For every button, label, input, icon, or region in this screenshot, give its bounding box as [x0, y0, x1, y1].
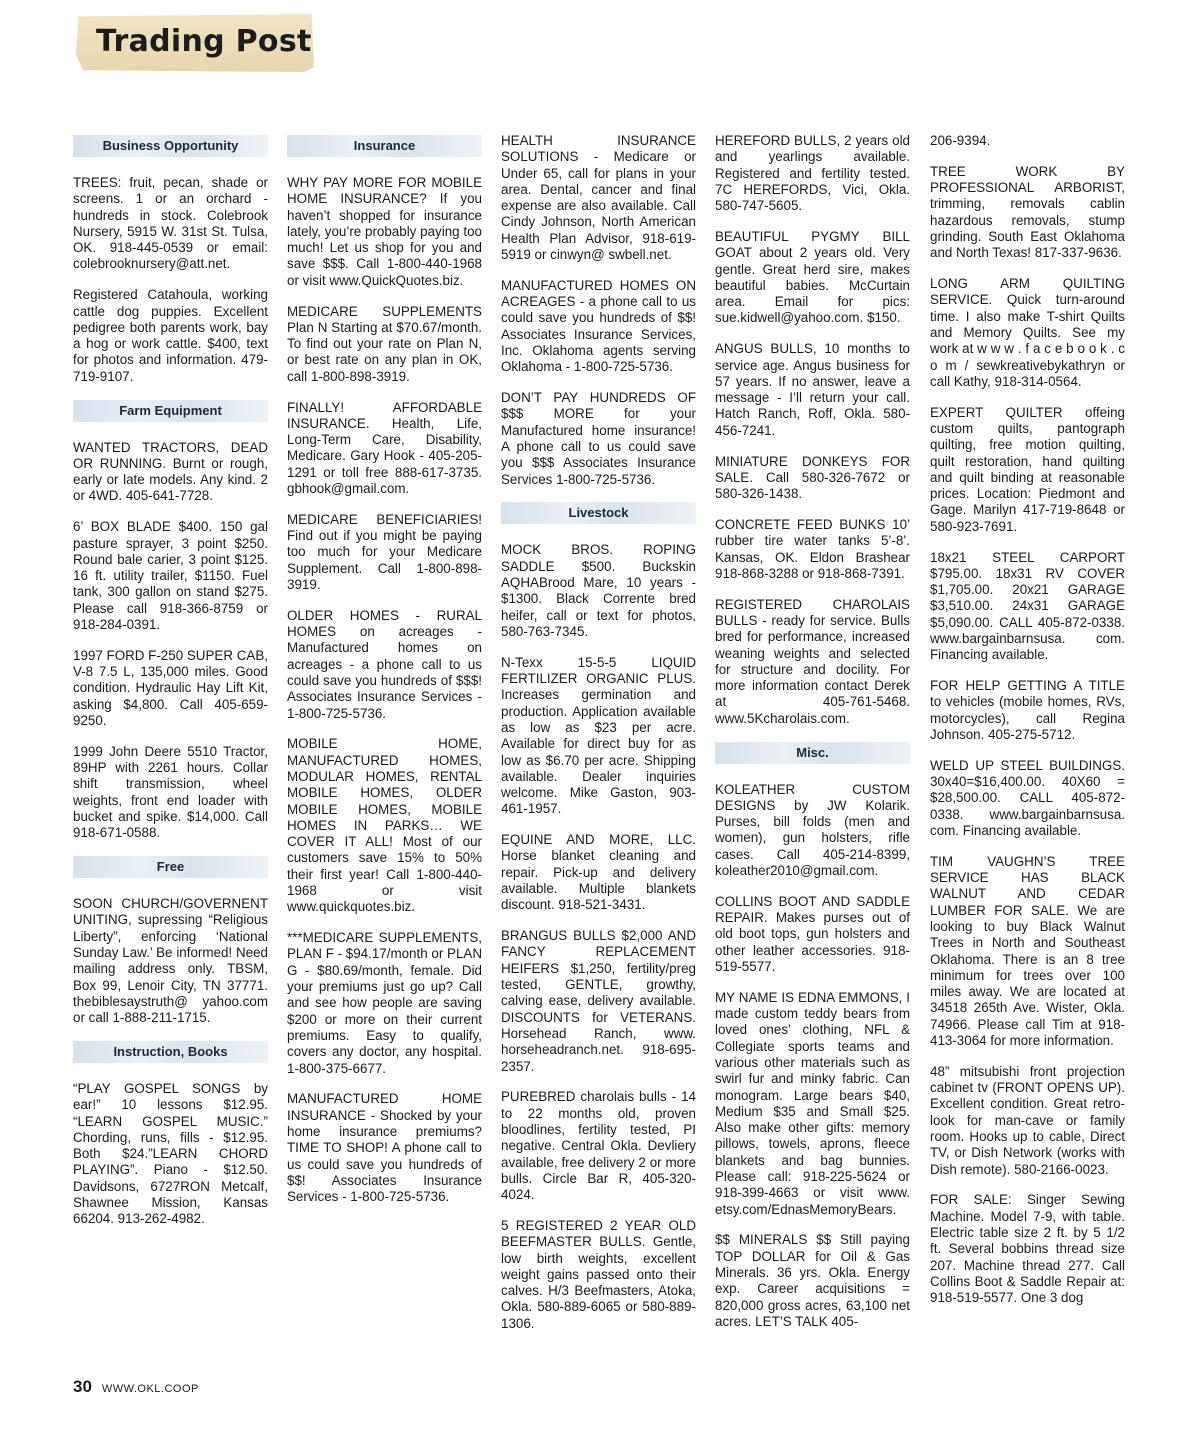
- classified-ad: DON’T PAY HUNDREDS OF $$$ MORE for your Manufactured home insurance! A phone call to us could save you $$$ Associates Insurance Services 1-800-725-5736.: [501, 390, 696, 487]
- classified-ad: 5 REGISTERED 2 YEAR OLD BEEFMASTER BULLS. Gentle, low birth weights, excellent weight gains passed onto their calves. H/3 Beefmasters, Atoka, Okla. 580-889-6065 or 580-889-1306.: [501, 1217, 696, 1331]
- classified-ad: MANUFACTURED HOMES ON ACREAGES - a phone call to us could save you hundreds of $$! Associates Insurance Services, Inc. Oklahoma agents serving Oklahoma - 1-800-725-5736.: [501, 277, 696, 375]
- classified-ad: 1997 FORD F-250 SUPER CAB, V-8 7.5 L, 135,000 miles. Good condition. Hydraulic Hay Lift Kit, asking $4,800. Call 405-659-9250.: [73, 647, 268, 729]
- classified-ad: TIM VAUGHN’S TREE SERVICE HAS BLACK WALNUT AND CEDAR LUMBER FOR SALE. We are looking to buy Black Walnut Trees in North and Southeast Oklahoma. There is an 8 tree minimum for trees over 100 miles away. We are located at 34518 265th Ave. Wister, Okla. 74966. Please call Tim at 918-413-3064 for more information.: [930, 853, 1125, 1049]
- classified-ad: FINALLY! AFFORDABLE INSURANCE. Health, Life, Long-Term Care, Disability, Medicare. Gary Hook - 405-205-1291 or toll free 888-617-3735. gbhook@gmail.com.: [287, 399, 482, 497]
- classified-ad: CONCRETE FEED BUNKS 10’ rubber tire water tanks 5’-8’. Kansas, OK. Eldon Brashear 918-868-3288 or 918-868-7391.: [715, 516, 910, 581]
- classified-ad: PUREBRED charolais bulls - 14 to 22 months old, proven bloodlines, fertility tested, PI negative. Central Okla. Devliery available, free delivery 2 or more bulls. Circle Bar R, 405-320-4024.: [501, 1089, 696, 1203]
- section-heading: Instruction, Books: [73, 1041, 268, 1063]
- page-number: 30: [73, 1377, 92, 1396]
- classified-ad: EXPERT QUILTER offeing custom quilts, pantograph quilting, free motion quilting, quilt restoration, hand quilting and quilt binding at reasonable prices. Location: Piedmont and Gage. Marilyn 417-719-8648 or 580-923-7691.: [930, 404, 1125, 534]
- classified-ad: “PLAY GOSPEL SONGS by ear!” 10 lessons $12.95. “LEARN GOSPEL MUSIC.” Chording, runs, fills - $12.95. Both $24.”LEARN CHORD PLAYING”. Piano - $12.50. Davidsons, 6727RON Metcalf, Shawnee Mission, Kansas 66204. 913-262-4982.: [73, 1080, 268, 1227]
- classified-ad: SOON CHURCH/GOVERNENT UNITING, supressing “Religious Liberty”, enforcing ‘National Sunday Law.’ Be informed! Need mailing address only. TBSM, Box 99, Lenoir City, TN 37771. thebiblesaystruth@ yahoo.com or call 1-888-211-1715.: [73, 896, 268, 1026]
- classified-ad: MOBILE HOME, MANUFACTURED HOMES, MODULAR HOMES, RENTAL MOBILE HOMES, OLDER MOBILE HOMES, MOBILE HOMES IN PARKS… WE COVER IT ALL! Most of our customers save 15% to 50% their first year! Call 1-800-440-1968 or visit www.quickquotes.biz.: [287, 736, 482, 915]
- classified-ad: $$ MINERALS $$ Still paying TOP DOLLAR for Oil & Gas Minerals. 36 yrs. Okla. Energy exp. Career acquisitions = 820,000 gross acres, 63,100 net acres. LET’S TALK 405-: [715, 1232, 910, 1329]
- classified-ad: BRANGUS BULLS $2,000 AND FANCY REPLACEMENT HEIFERS $1,250, fertility/preg tested, GENTLE, growthy, calving ease, delivery available. DISCOUNTS for VETERANS. Horsehead Ranch, www. horseheadranch.net. 918-695-2357.: [501, 928, 696, 1074]
- classified-ad: REGISTERED CHAROLAIS BULLS - ready for service. Bulls bred for performance, increased weaning weights and selected for structure and docility. For more information contact Derek at 405-761-5468. www.5Kcharolais.com.: [715, 596, 910, 726]
- classified-ad: 18x21 STEEL CARPORT $795.00. 18x31 RV COVER $1,705.00. 20x21 GARAGE $3,510.00. 24x31 GARAGE $5,090.00. CALL 405-872-0338. www.bargainbarnsusa. com. Financing available.: [930, 549, 1125, 663]
- classified-ad: HEREFORD BULLS, 2 years old and yearlings available. Registered and fertility tested. 7C HEREFORDS, Vici, Okla. 580-747-5605.: [715, 133, 910, 214]
- classified-ad: WHY PAY MORE FOR MOBILE HOME INSURANCE? If you haven’t shopped for insurance lately, you’re probably paying too much! Let us shop for you and save $$$. Call 1-800-440-1968 or visit www.QuickQuotes.biz.: [287, 175, 482, 288]
- classified-ad: 48” mitsubishi front projection cabinet tv (FRONT OPENS UP). Excellent condition. Great retro-look for man-cave or family room. Hooks up to cable, Direct TV, or Dish Network (works with Dish remote). 580-2166-0023.: [930, 1063, 1125, 1177]
- classified-column-4: [715, 133, 910, 1345]
- classified-ad: ***MEDICARE SUPPLEMENTS, PLAN F - $94.17/month or PLAN G - $80.69/month, female. Did your premiums just go up? Call and see how people are saving $200 or more on their current premiums. Easy to qualify, covers any doctor, any hospital. 1-800-375-6677.: [287, 930, 483, 1076]
- classified-ad: FOR HELP GETTING A TITLE to vehicles (mobile homes, RVs, motorcycles), call Regina Johnson. 405-275-5712.: [930, 678, 1125, 742]
- classified-column-3: [501, 133, 696, 1347]
- classified-ad: TREES: fruit, pecan, shade or screens. 1 or an orchard - hundreds in stock. Colebrook Nursery, 5915 W. 31st St. Tulsa, OK. 918-445-0539 or email: colebrooknursery@att.net.: [73, 175, 268, 272]
- classified-column-2: [287, 133, 482, 1220]
- classified-ad: BEAUTIFUL PYGMY BILL GOAT about 2 years old. Very gentle. Great herd sire, makes beautiful babies. McCurtain area. Email for pics: sue.kidwell@yahoo.com. $150.: [715, 228, 910, 326]
- classified-ad: WANTED TRACTORS, DEAD OR RUNNING. Burnt or rough, early or late models. Any kind. 2 or 4WD. 405-641-7728.: [73, 439, 268, 504]
- website-url: WWW.OKL.COOP: [101, 1383, 199, 1395]
- page-footer: [73, 1377, 199, 1397]
- classified-ad: MEDICARE BENEFICIARIES! Find out if you might be paying too much for your Medicare Supplement. Call 1-800-898-3919.: [287, 511, 482, 593]
- classified-ad: COLLINS BOOT AND SADDLE REPAIR. Makes purses out of old boot tops, gun holsters and other leather accessories. 918-519-5577.: [715, 893, 910, 974]
- classified-ad: 6’ BOX BLADE $400. 150 gal pasture sprayer, 3 point $250. Round bale carier, 3 point $125. 16 ft. utility trailer, $1150. Fuel tank, 300 gallon on stand $275. Please call 918-366-8759 or 918-284-0391.: [73, 519, 268, 633]
- classified-ad: KOLEATHER CUSTOM DESIGNS by JW Kolarik. Purses, bill folds (men and women), gun holsters, rifle cases. Call 405-214-8399, koleather2010@gmail.com.: [715, 781, 910, 878]
- classified-column-1: [73, 133, 268, 1242]
- classified-ad: WELD UP STEEL BUILDINGS. 30x40=$16,400.00. 40X60 = $28,500.00. CALL 405-872-0338. www.bargainbarnsusa. com. Financing available.: [930, 757, 1125, 838]
- classified-ad: OLDER HOMES - RURAL HOMES on acreages - Manufactured homes on acreages - a phone call to us could save you hundreds of $$$! Associates Insurance Services - 1-800-725-5736.: [287, 607, 482, 721]
- section-heading: Free: [73, 856, 268, 878]
- classified-ad: 1999 John Deere 5510 Tractor, 89HP with 2261 hours. Collar shift transmission, wheel weights, front end loader with bucket and spike. $14,000. Call 918-671-0588.: [73, 743, 268, 841]
- classified-ad: TREE WORK BY PROFESSIONAL ARBORIST, trimming, removals cablin hazardous removals, stump grinding. South East Oklahoma and North Texas! 817-337-9636.: [930, 163, 1125, 261]
- classified-ad: MEDICARE SUPPLEMENTS Plan N Starting at $70.67/month. To find out your rate on Plan N, or best rate on any plan in OK, call 1-800-898-3919.: [287, 303, 482, 384]
- page-title: Trading Post: [96, 24, 312, 59]
- section-heading: Insurance: [287, 135, 482, 157]
- classified-ad: 206-9394.: [930, 133, 991, 148]
- classified-ad: LONG ARM QUILTING SERVICE. Quick turn-around time. I also make T-shirt Quilts and Memory Quilts. See my work at w w w . f a c e b o o k . c o m / sewkreativebykathryn or call Kathy, 918-314-0564.: [930, 276, 1125, 389]
- classified-ad: MY NAME IS EDNA EMMONS, I made custom teddy bears from loved ones’ clothing, NFL & Collegiate sports teams and various other materials such as swirl fur and minky fabric. Can monogram. Large bears $40, Medium $35 and Small $25. Also make other gifts: memory pillows, towels, aprons, fleece blankets and bag bunnies. Please call: 918-225-5624 or 918-399-4663 or visit www. etsy.com/EdnasMemoryBears.: [715, 989, 910, 1217]
- section-heading: Farm Equipment: [73, 400, 268, 422]
- classified-ad: N-Texx 15-5-5 LIQUID FERTILIZER ORGANIC PLUS. Increases germination and production. Application available as low as $23 per acre. Available for direct buy for as low as $6.70 per acre. Shipping available. Dealer inquiries welcome. Mike Gaston, 903-461-1957.: [501, 654, 696, 817]
- classified-ad: Registered Catahoula, working cattle dog puppies. Excellent pedigree both parents work, bay a hog or work cattle. $400, text for photos and information. 479-719-9107.: [73, 287, 268, 384]
- classified-ad: HEALTH INSURANCE SOLUTIONS - Medicare or Under 65, call for plans in your area. Dental, cancer and final expense are also available. Call Cindy Johnson, North American Health Plan Advisor, 918-619-5919 or cinwyn@ swbell.net.: [501, 133, 696, 263]
- section-heading: Business Opportunity: [73, 135, 268, 157]
- classified-column-5: [930, 133, 1125, 1321]
- classified-ad: MANUFACTURED HOME INSURANCE - Shocked by your home insurance premiums? TIME TO SHOP! A phone call to us could save you hundreds of $$! Associates Insurance Services - 1-800-725-5736.: [287, 1091, 482, 1205]
- section-heading: Misc.: [715, 742, 910, 764]
- classified-ad: MINIATURE DONKEYS FOR SALE. Call 580-326-7672 or 580-326-1438.: [715, 453, 910, 502]
- section-heading: Livestock: [501, 502, 696, 524]
- classified-ad: MOCK BROS. ROPING SADDLE $500. Buckskin AQHABrood Mare, 10 years - $1300. Black Corrente bred heifer, call or text for photos, 580-763-7345.: [501, 542, 696, 639]
- classified-ad: EQUINE AND MORE, LLC. Horse blanket cleaning and repair. Pick-up and delivery available. Multiple blankets discount. 918-521-3431.: [501, 832, 696, 913]
- classified-ad: FOR SALE: Singer Sewing Machine. Model 7-9, with table. Electric table size 2 ft. by 5 1/2 ft. Several bobbins thread size 207. Machine thread 277. Call Collins Boot & Saddle Repair at: 918-519-5577. One 3 dog: [930, 1192, 1125, 1306]
- classified-ad: ANGUS BULLS, 10 months to service age. Angus business for 57 years. If no answer, leave a message - I’ll return your call. Hatch Ranch, Roff, Okla. 580-456-7241.: [715, 341, 910, 438]
